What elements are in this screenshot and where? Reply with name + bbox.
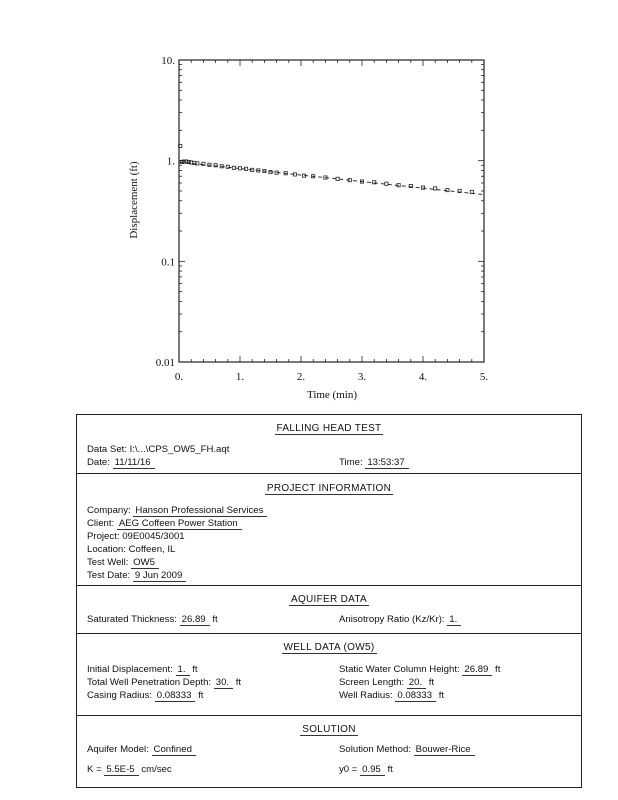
initial-displacement-label: Initial Displacement: xyxy=(87,664,173,675)
y0-value: 0.95 xyxy=(360,764,385,776)
minor-ticks xyxy=(179,60,484,362)
well-radius-value: 0.08333 xyxy=(395,690,436,702)
x-tick-label: 0. xyxy=(174,371,184,383)
screen-length-label: Screen Length: xyxy=(339,677,405,688)
penetration-depth-label: Total Well Penetration Depth: xyxy=(87,677,212,688)
section-title-solution: SOLUTION xyxy=(302,724,356,735)
x-tick-label: 5. xyxy=(479,371,489,383)
test-well-value: OW5 xyxy=(131,557,159,569)
solution-section xyxy=(77,715,581,788)
anisotropy-ratio-value: 1. xyxy=(447,614,461,626)
well-data-section xyxy=(77,633,581,716)
y-tick-label: 0.1 xyxy=(161,256,175,269)
data-points xyxy=(179,144,474,193)
location-label: Location: xyxy=(87,544,126,555)
k-label: K = xyxy=(87,764,102,775)
project-information-section xyxy=(77,473,581,586)
aquifer-data-section xyxy=(77,585,581,634)
section-title-well-data: WELL DATA (OW5) xyxy=(283,642,375,653)
test-well-label: Test Well: xyxy=(87,557,129,568)
date-value: 11/11/16 xyxy=(113,457,155,469)
y-tick-label: 1. xyxy=(166,155,175,168)
penetration-depth-unit: ft xyxy=(235,677,242,688)
test-date-value: 9 Jun 2009 xyxy=(133,570,186,582)
static-water-unit: ft xyxy=(495,664,501,675)
k-value: 5.5E-5 xyxy=(104,764,138,776)
saturated-thickness-value: 26.89 xyxy=(180,614,210,626)
initial-displacement-value: 1. xyxy=(176,664,190,676)
y-tick-label: 0.01 xyxy=(155,357,175,369)
x-tick-label: 1. xyxy=(235,371,245,383)
x-tick-label: 2. xyxy=(296,371,306,383)
client-label: Client: xyxy=(87,518,115,529)
y-axis-label: Displacement (ft) xyxy=(128,161,140,239)
y0-label: y0 = xyxy=(339,764,358,775)
casing-radius-value: 0.08333 xyxy=(155,690,196,702)
anisotropy-ratio-label: Anisotropy Ratio (Kz/Kr): xyxy=(339,614,445,625)
x-axis-label: Time (min) xyxy=(306,389,358,401)
screen-length-unit: ft xyxy=(428,677,435,688)
static-water-label: Static Water Column Height: xyxy=(339,664,460,675)
data-point xyxy=(385,182,388,185)
casing-radius-label: Casing Radius: xyxy=(87,690,153,701)
aquifer-model-value: Confined xyxy=(152,744,196,756)
static-water-value: 26.89 xyxy=(462,664,492,676)
plot-frame xyxy=(179,60,484,362)
location-value: Coffeen, IL xyxy=(128,544,176,555)
x-tick-labels xyxy=(175,371,489,383)
test-report-form xyxy=(76,414,582,788)
data-set-label: Data Set: xyxy=(87,444,127,455)
data-point xyxy=(336,177,339,180)
saturated-thickness-label: Saturated Thickness: xyxy=(87,614,177,625)
project-value: 09E0045/3001 xyxy=(122,531,185,542)
k-unit: cm/sec xyxy=(141,764,172,775)
fit-line xyxy=(179,162,484,195)
well-radius-unit: ft xyxy=(438,690,445,701)
section-title-aquifer-data: AQUIFER DATA xyxy=(290,594,367,605)
y-tick-labels xyxy=(156,55,176,369)
aquifer-model-label: Aquifer Model: xyxy=(87,744,149,755)
y-tick-label: 10. xyxy=(161,55,175,67)
test-date-label: Test Date: xyxy=(87,570,131,581)
saturated-thickness-unit: ft xyxy=(212,614,218,625)
section-title-falling-head-test: FALLING HEAD TEST xyxy=(276,423,382,434)
screen-length-value: 20. xyxy=(407,677,426,689)
well-radius-label: Well Radius: xyxy=(339,690,393,701)
falling-head-test-section xyxy=(77,415,581,473)
solution-method-value: Bouwer-Rice xyxy=(414,744,475,756)
penetration-depth-value: 30. xyxy=(214,677,233,689)
company-value: Hanson Professional Services xyxy=(133,505,267,517)
time-value: 13:53:37 xyxy=(365,457,408,469)
data-point xyxy=(238,167,241,170)
y0-unit: ft xyxy=(387,764,393,775)
time-label: Time: xyxy=(339,457,363,468)
date-label: Date: xyxy=(87,457,110,468)
project-label: Project: xyxy=(87,531,120,542)
initial-displacement-unit: ft xyxy=(192,664,198,675)
casing-radius-unit: ft xyxy=(198,690,204,701)
x-tick-label: 3. xyxy=(357,371,367,383)
x-tick-label: 4. xyxy=(418,371,428,383)
company-label: Company: xyxy=(87,505,131,516)
section-title-project-information: PROJECT INFORMATION xyxy=(266,483,392,494)
solution-method-label: Solution Method: xyxy=(339,744,411,755)
client-value: AEG Coffeen Power Station xyxy=(117,518,242,530)
data-point xyxy=(434,187,437,190)
data-set-value: I:\...\CPS_OW5_FH.aqt xyxy=(129,444,230,455)
